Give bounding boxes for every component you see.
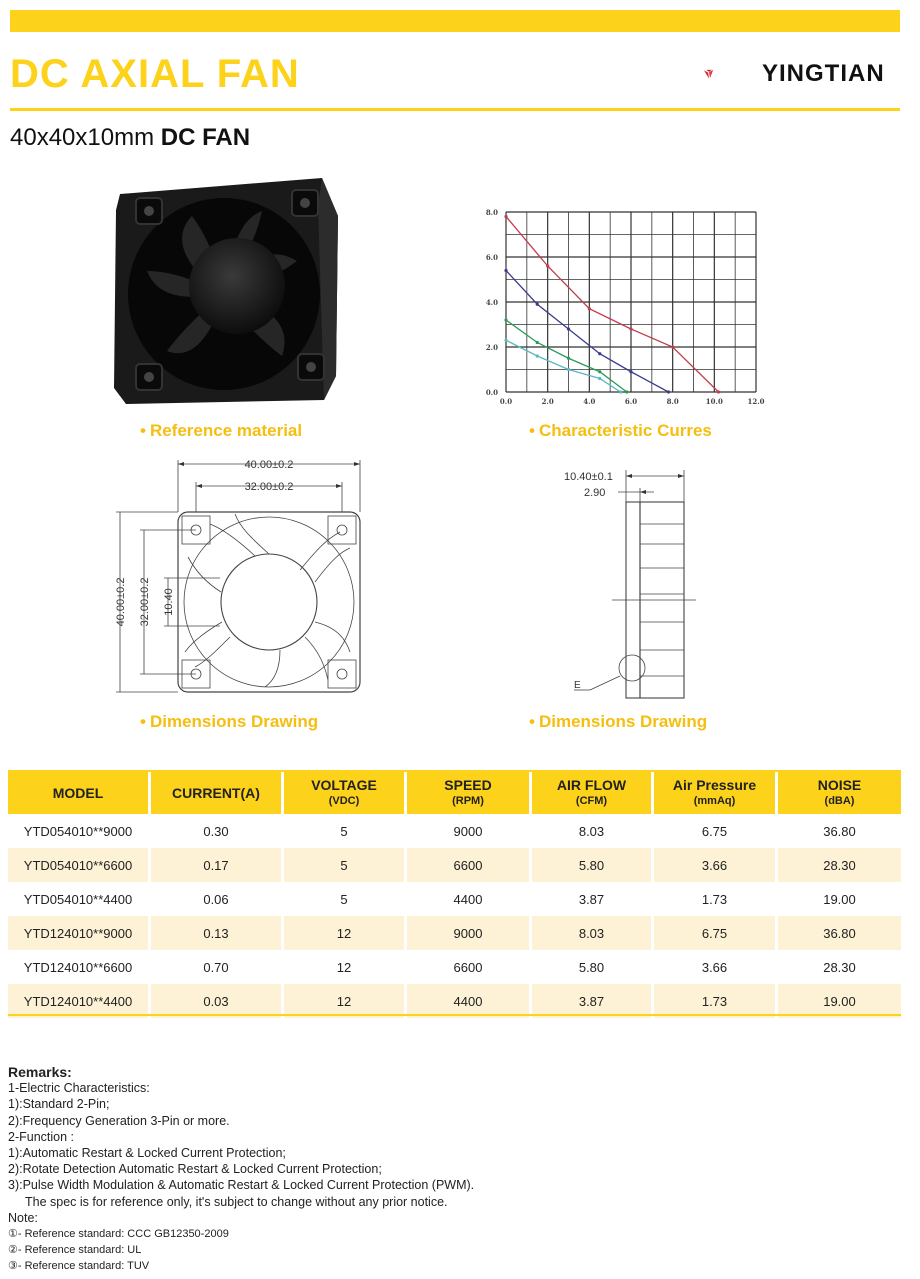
dim-hub: 10.40 xyxy=(163,588,175,616)
series-point xyxy=(619,390,622,393)
cell-speed: 6600 xyxy=(407,848,532,882)
cell-pressure: 6.75 xyxy=(654,916,778,950)
detail-marker: E xyxy=(574,680,581,691)
cell-current: 0.06 xyxy=(151,882,284,916)
spec-table xyxy=(8,772,901,1018)
cell-noise: 19.00 xyxy=(778,984,901,1018)
series-point xyxy=(598,377,601,380)
cell-airflow: 5.80 xyxy=(532,848,654,882)
caption-dims-side: • Dimensions Drawing xyxy=(529,712,708,731)
header-voltage: VOLTAGE (VDC) xyxy=(284,772,407,814)
x-tick-label: 0.0 xyxy=(499,397,513,406)
y-tick-label: 0.0 xyxy=(485,388,498,397)
y-tick-label: 2.0 xyxy=(485,343,498,352)
cell-noise: 28.30 xyxy=(778,848,901,882)
cell-current: 0.03 xyxy=(151,984,284,1018)
table-row xyxy=(8,848,901,882)
cell-current: 0.70 xyxy=(151,950,284,984)
series-point xyxy=(536,341,539,344)
series-point xyxy=(546,264,549,267)
y-tick-label: 4.0 xyxy=(485,298,498,307)
series-point xyxy=(504,339,507,342)
series-point xyxy=(588,307,591,310)
series-point xyxy=(667,390,670,393)
cell-current: 0.13 xyxy=(151,916,284,950)
series-point xyxy=(629,327,632,330)
cell-model: YTD054010**4400 xyxy=(8,882,151,916)
y-tick-label: 8.0 xyxy=(485,208,498,217)
x-tick-label: 8.0 xyxy=(666,397,679,406)
remark-line: 1):Automatic Restart & Locked Current Protection; xyxy=(8,1146,286,1161)
remark-line: 2):Frequency Generation 3-Pin or more. xyxy=(8,1113,230,1128)
cell-current: 0.17 xyxy=(151,848,284,882)
cell-voltage: 12 xyxy=(284,916,407,950)
series-point xyxy=(536,354,539,357)
cell-speed: 9000 xyxy=(407,916,532,950)
caption-reference: • Reference material xyxy=(140,421,303,440)
series-point xyxy=(717,390,720,393)
series-point xyxy=(567,327,570,330)
cell-pressure: 1.73 xyxy=(654,882,778,916)
dim-outer-height: 40.00±0.2 xyxy=(115,577,127,627)
table-header-row xyxy=(8,772,901,814)
series-line xyxy=(506,320,627,392)
standard-line: ②- Reference standard: UL xyxy=(8,1244,142,1257)
cell-model: YTD054010**9000 xyxy=(8,814,151,848)
x-tick-label: 4.0 xyxy=(583,397,596,406)
cell-airflow: 3.87 xyxy=(532,882,654,916)
table-row xyxy=(8,950,901,984)
table-row xyxy=(8,814,901,848)
x-tick-label: 6.0 xyxy=(624,397,638,406)
standard-line: ①- Reference standard: CCC GB12350-2009 xyxy=(8,1228,229,1241)
cell-pressure: 3.66 xyxy=(654,848,778,882)
series-point xyxy=(504,269,507,272)
header-speed: SPEED (RPM) xyxy=(407,772,532,814)
top-accent-bar xyxy=(10,10,900,32)
cell-noise: 36.80 xyxy=(778,916,901,950)
cell-speed: 9000 xyxy=(407,814,532,848)
cell-pressure: 6.75 xyxy=(654,814,778,848)
cell-speed: 4400 xyxy=(407,882,532,916)
fan-photo xyxy=(112,176,342,406)
series-point xyxy=(504,215,507,218)
remark-line: 3):Pulse Width Modulation & Automatic Restart & Locked Current Protection (PWM). xyxy=(8,1178,475,1193)
table-row xyxy=(8,984,901,1018)
header-model: MODEL xyxy=(8,772,151,814)
side-dimension-drawing xyxy=(556,462,716,702)
standard-line: ③- Reference standard: TUV xyxy=(8,1260,150,1273)
remarks-title: Remarks: xyxy=(8,1064,72,1080)
characteristic-curve-chart xyxy=(478,200,768,414)
remark-line: 1-Electric Characteristics: xyxy=(8,1081,150,1096)
series-point xyxy=(671,345,674,348)
cell-airflow: 3.87 xyxy=(532,984,654,1018)
cell-noise: 28.30 xyxy=(823,959,856,975)
series-line xyxy=(506,271,669,393)
series-point xyxy=(504,318,507,321)
remark-line: 2):Rotate Detection Automatic Restart & Locked Current Protection; xyxy=(8,1162,382,1177)
series-line xyxy=(506,340,621,392)
x-tick-label: 12.0 xyxy=(747,397,765,406)
header-divider xyxy=(10,108,900,111)
series-point xyxy=(567,368,570,371)
cell-voltage: 12 xyxy=(284,984,407,1018)
remark-line: 1):Standard 2-Pin; xyxy=(8,1097,110,1112)
cell-model: YTD124010**6600 xyxy=(8,950,151,984)
dim-thickness: 10.40±0.1 xyxy=(564,471,613,483)
cell-model: YTD124010**9000 xyxy=(8,916,151,950)
table-row xyxy=(8,916,901,950)
cell-voltage: 5 xyxy=(284,814,407,848)
cell-voltage: 5 xyxy=(284,848,407,882)
dim-inner-width: 32.00±0.2 xyxy=(244,481,294,493)
cell-airflow: 5.80 xyxy=(532,950,654,984)
remark-line: 2-Function : xyxy=(8,1129,75,1144)
cell-current: 0.30 xyxy=(151,814,284,848)
series-point xyxy=(567,357,570,360)
front-dimension-drawing xyxy=(100,452,370,702)
y-tick-label: 6.0 xyxy=(485,253,498,262)
note-label: Note: xyxy=(8,1210,38,1225)
cell-airflow: 8.03 xyxy=(532,916,654,950)
subtitle-type: DC FAN xyxy=(160,124,251,151)
cell-model: YTD124010**4400 xyxy=(8,984,151,1018)
cell-pressure: 1.73 xyxy=(654,984,778,1018)
series-point xyxy=(625,390,628,393)
cell-airflow: 8.03 xyxy=(532,814,654,848)
disclaimer: The spec is for reference only, it's subject to change without any prior notice. xyxy=(25,1194,448,1209)
page-title: DC AXIAL FAN xyxy=(10,52,300,96)
header-noise: NOISE (dBA) xyxy=(778,772,901,814)
yingtian-logo-icon xyxy=(704,54,750,94)
dim-outer-width: 40.00±0.2 xyxy=(244,459,294,471)
cell-pressure: 3.66 xyxy=(654,950,778,984)
dim-flange: 2.90 xyxy=(584,487,606,499)
x-tick-label: 10.0 xyxy=(705,397,723,406)
cell-noise: 19.00 xyxy=(823,891,856,907)
series-point xyxy=(598,370,601,373)
series-point xyxy=(629,370,632,373)
product-subtitle xyxy=(10,124,250,152)
cell-speed: 6600 xyxy=(407,950,532,984)
header-current: CURRENT(A) xyxy=(151,772,284,814)
header-pressure: Air Pressure (mmAq) xyxy=(654,772,778,814)
header-airflow: AIR FLOW (CFM) xyxy=(532,772,654,814)
remarks-section xyxy=(8,1064,474,1275)
cell-speed: 4400 xyxy=(407,984,532,1018)
cell-voltage: 12 xyxy=(284,950,407,984)
cell-noise: 36.80 xyxy=(823,823,856,839)
x-tick-label: 2.0 xyxy=(541,397,554,406)
cell-voltage: 5 xyxy=(284,882,407,916)
table-bottom-line xyxy=(8,1014,901,1016)
table-row xyxy=(8,882,901,916)
caption-dims-front: • Dimensions Drawing xyxy=(140,712,319,731)
series-point xyxy=(598,352,601,355)
dim-inner-height: 32.00±0.2 xyxy=(139,577,151,627)
cell-model: YTD054010**6600 xyxy=(8,848,151,882)
series-point xyxy=(536,303,539,306)
subtitle-size: 40x40x10mm xyxy=(10,124,155,151)
caption-curves: • Characteristic Curres xyxy=(529,421,712,440)
brand-name: YINGTIAN xyxy=(762,60,885,87)
